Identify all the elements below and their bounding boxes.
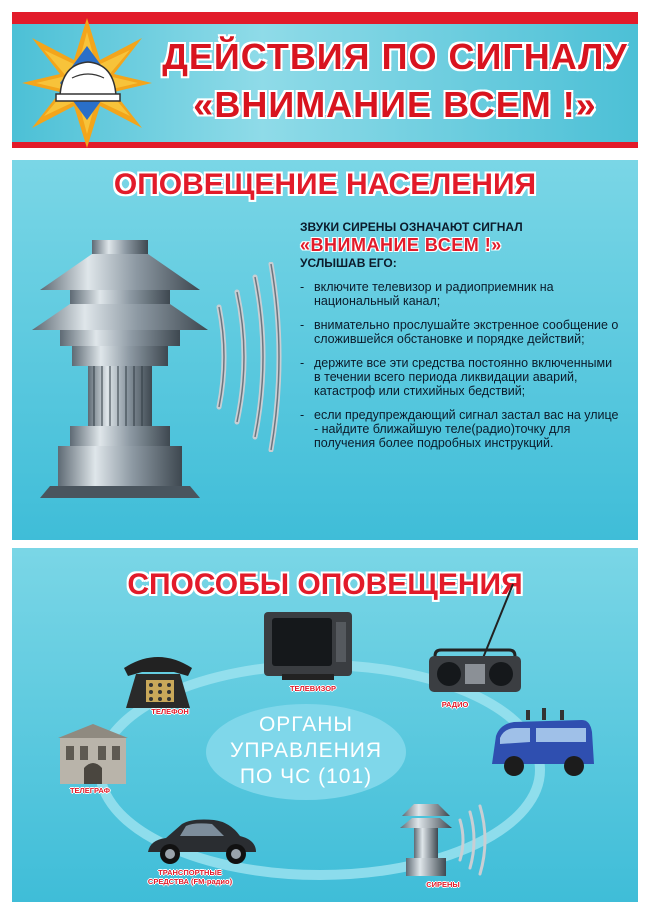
emergency-authority-label [206,712,406,790]
center-line1: ОРГАНЫ [258,713,354,736]
instruction-text: держите все эти средства постоянно включенными в течении всего периода ликвидации аварий, катастроф или стихийных бедствий; [314,356,613,398]
caption-telephone: ТЕЛЕФОН [151,707,189,716]
caption-transport-line1: ТРАНСПОРТНЫЕ [158,868,222,877]
bullet-dash: - [300,408,305,422]
section-title-methods: СПОСОБЫ ОПОВЕЩЕНИЯ [127,568,523,601]
bullet-dash: - [300,318,305,332]
instruction-item [300,280,620,308]
caption-transport-line2: СРЕДСТВА (FM-радио) [147,877,233,886]
sound-wave-icon [205,262,285,452]
caption-radio: РАДИО [441,700,469,709]
instruction-item [300,408,620,450]
caption-transport [130,868,250,886]
car-icon [144,812,260,868]
section-title-notification: ОПОВЕЩЕНИЕ НАСЕЛЕНИЯ [113,168,537,201]
tv-icon [262,610,354,682]
instructions-block [300,220,620,450]
emblem-icon [22,18,152,148]
instruction-item [300,318,620,346]
center-line3: ПО ЧС (101) [239,765,373,788]
instruction-item [300,356,620,398]
instruction-text: включите телевизор и радиоприемник на национальный канал; [314,280,554,308]
caption-tv: ТЕЛЕВИЗОР [289,684,337,693]
bullet-dash: - [300,280,305,294]
signal-name: «ВНИМАНИЕ ВСЕМ !» [300,235,502,255]
instruction-text: если предупреждающий сигнал застал вас на улице - найдите ближайшую теле(радио)точку для получения более подробных инструкций. [314,408,619,450]
radio-icon [425,580,525,700]
caption-telegraph: ТЕЛЕГРАФ [69,786,111,795]
van-icon [486,708,596,784]
instruction-text: внимательно прослушайте экстренное сообщение о сложившейся обстановке и порядке действий; [314,318,619,346]
poster-title-line2: «ВНИМАНИЕ ВСЕМ !» [193,84,597,125]
siren-icon [30,240,210,500]
center-line2: УПРАВЛЕНИЯ [229,739,383,762]
poster-title-line1: ДЕЙСТВИЯ ПО СИГНАЛУ [162,36,628,77]
bullet-dash: - [300,356,305,370]
siren-meaning-text: ЗВУКИ СИРЕНЫ ОЗНАЧАЮТ СИГНАЛ [300,220,523,234]
caption-sirens: СИРЕНЫ [426,880,460,889]
telephone-icon [118,650,198,710]
heard-label: УСЛЫШАВ ЕГО: [300,256,397,270]
telegraph-icon [58,724,128,784]
siren-small-icon [396,800,492,880]
